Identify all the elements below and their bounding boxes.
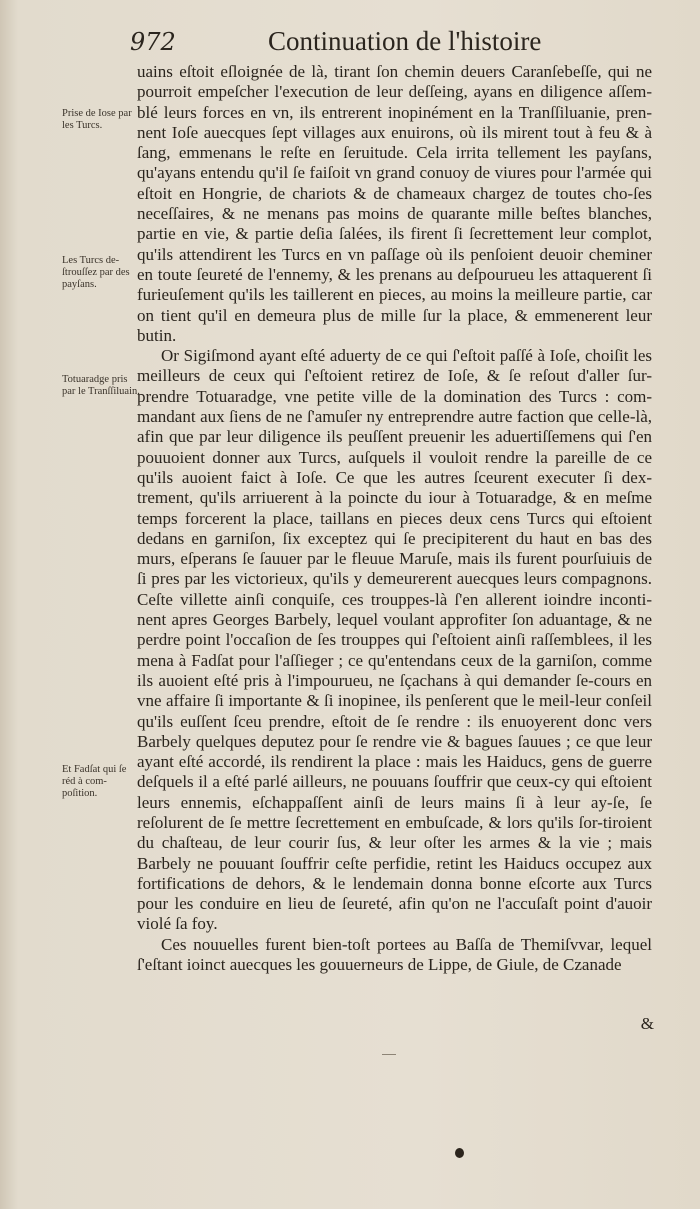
main-text bbox=[137, 62, 652, 975]
page-header bbox=[130, 22, 660, 62]
catchword: & bbox=[640, 1014, 654, 1033]
running-title: Continuation de l'histoire bbox=[268, 26, 542, 56]
margin-note: Et Fadſat qui ſe réd à com-poſition. bbox=[62, 764, 127, 799]
margin-note: Totuaradge pris par le Tranſſiluain. bbox=[62, 374, 140, 397]
margin-note: Prise de Iose par les Turcs. bbox=[62, 108, 132, 131]
page-number: 972 bbox=[130, 28, 176, 56]
ink-blot bbox=[455, 1148, 464, 1158]
paragraph: Ces nouuelles furent bien-toſt portees au Baſſa de Themiſvvar, lequel ſ'eſtant ioinct auecques les gouuerneurs de Lippe, de Giule, de Czanade bbox=[137, 934, 652, 975]
paragraph: uains eſtoit eſloignée de là, tirant ſon chemin deuers Caranſebeſſe, qui ne pourroit empeſcher l'execution de leur deſſeing, ayans en diligence aſſem-blé leurs forces en vn, ils entrerent inopinément en la Tranſſiluanie, pren-nent Ioſe auecques ſept villages aux enuirons, où ils mirent tout à feu & à ſang, emmenans le reſte en ſeruitude. Cela irrita tellement les payſans, qu'ayans entendu qu'il ſe faiſoit vn grand conuoy de viures pour l'armée qui eſtoit en Hongrie, de chariots & de chameaux chargez de toutes cho-ſes neceſſaires, & ne menans pas moins de quarante mille beſtes blanches, partie en vie, & partie deſia ſalées, ils firent ſi ſecrettement leur complot, qu'ils attendirent les Turcs en vn paſſage où ils penſoient deuoir cheminer en toute ſeureté de l'ennemy, & les prenans au deſpourueu les attaquerent ſi furieuſement qu'ils les taillerent en pieces, au moins la meilleure partie, car on tient qu'il en demeura plus de mille ſur la place, & emmenerent leur butin. bbox=[137, 62, 652, 345]
margin-note: Les Turcs de-ſtrouſſez par des payſans. bbox=[62, 255, 130, 290]
paragraph: Or Sigiſmond ayant eſté aduerty de ce qui ſ'eſtoit paſſé à Ioſe, choiſit les meilleurs de ceux qui ſ'eſtoient retirez de Ioſe, & ſe reſout d'aller ſur-prendre Totuaradge, vne petite ville de la domination des Turcs : com-mandant aux ſiens de ne ſ'amuſer ny entreprendre autre faction que celle-là, afin que par leur diligence ils peuſſent preuenir les aduertiſſemens qui ſ'en pouuoient donner aux Turcs, auſquels il vouloit rendre la pareille de ce qu'ils auoient faict à Ioſe. Ce que les autres ſceurent executer ſi dex-trement, qu'ils arriuerent à la poincte du iour à Totuaradge, & en meſme temps forcerent la place, taillans en pieces deux cens Turcs qui eſtoient dedans en garniſon, ſix exceptez qui ſe precipiterent du haut en bas des murs, eſperans ſe ſauuer par le fleuue Maruſe, mais ils furent pourſuiuis de ſi pres par les victorieux, qu'ils y demeurerent auecques leurs compagnons. Ceſte villette ainſi conquiſe, ces trouppes-là ſ'en allerent ioindre inconti-nent apres Georges Barbely, lequel voulant approfiter ſon aduantage, & ne perdre point l'occaſion de ſes trouppes qui ſ'eſtoient ainſi raſſemblees, il les mena à Fadſat pour l'aſſieger ; ce qu'entendans ceux de la garniſon, comme ils auoient eſté pris à l'impourueu, ne ſçachans à qui demander ſe-cours en vne affaire ſi importante & ſi inopinee, ils penſerent que le meil-leur conſeil qu'ils euſſent ſceu prendre, eſtoit de ſe rendre : ils enuoyerent donc vers Barbely quelques deputez pour ſe rendre vie & bagues ſauues ; ce que leur ayant eſté accordé, ils rendirent la place : mais les Haiducs, gens de guerre deſquels il a eſté parlé ailleurs, ne pouuans ſouffrir que ceux-cy qui eſtoient leurs ennemis, eſchappaſſent ainſi de leurs mains ſi à leur ay-ſe, ſe reſolurent de ſe mettre ſecrettement en embuſcade, & lors qu'ils ſor-tiroient du chaſteau, de leur courir ſus, & leur oſter les armes & la vie ; mais Barbely ne pouuant ſouffrir ceſte perfidie, retint les Haiducs occupez aux fortifications de dehors, & le lendemain donna bonne eſcorte aux Turcs pour les conduire en lieu de ſeureté, afin qu'on ne l'accuſaſt point d'auoir violé ſa foy. bbox=[137, 346, 652, 934]
ink-mark bbox=[382, 1054, 396, 1055]
